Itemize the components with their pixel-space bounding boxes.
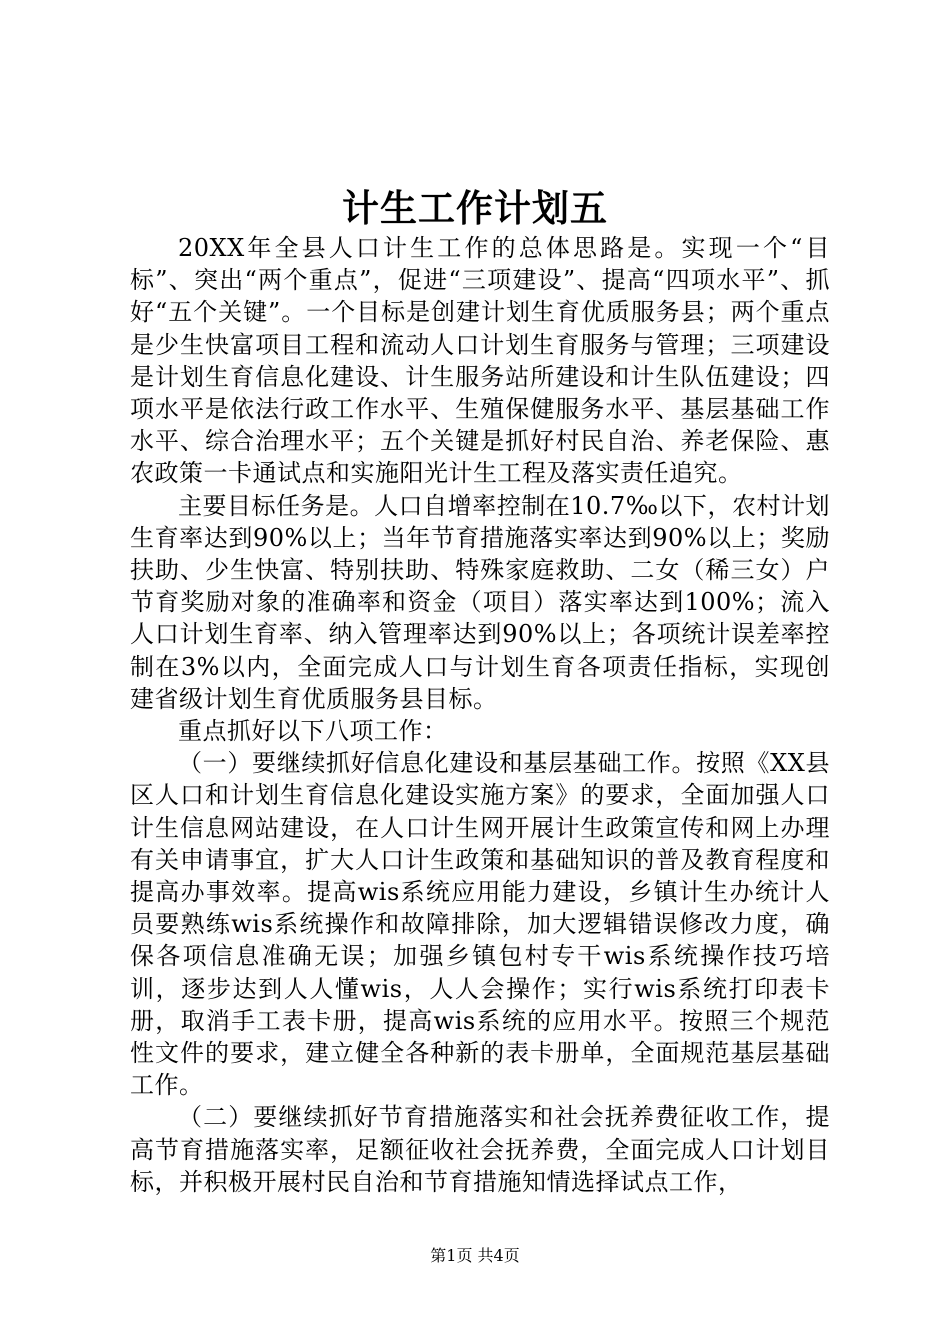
paragraph-eight-tasks-intro: 重点抓好以下八项工作： [178, 717, 448, 746]
paragraph-task-two: （二）要继续抓好节育措施落实和社会抚养费征收工作，提高节育措施落实率，足额征收社会抚养费，全面完成人口计划目标，并积极开展村民自治和节育措施知情选择试点工作， [130, 1103, 830, 1196]
paragraph-main-targets: 主要目标任务是。人口自增率控制在10.7‰以下，农村计划生育率达到90%以上；当年节育措施落实率达到90%以上；奖励扶助、少生快富、特别扶助、特殊家庭救助、二女（稀三女）户节育奖励对象的准确率和资金（项目）落实率达到100%；流入人口计划生育率、纳入管理率达到90%以上；各项统计误差率控制在3%以内，全面完成人口与计划生育各项责任指标，实现创建省级计划生育优质服务县目标。 [130, 491, 830, 713]
paragraph-task-one: （一）要继续抓好信息化建设和基层基础工作。按照《XX县区人口和计划生育信息化建设实施方案》的要求，全面加强人口计生信息网站建设，在人口计生网开展计生政策宣传和网上办理有关申请事宜，扩大人口计生政策和基础知识的普及教育程度和提高办事效率。提高wis系统应用能力建设，乡镇计生办统计人员要熟练wis系统操作和故障排除，加大逻辑错误修改力度，确保各项信息准确无误；加强乡镇包村专干wis系统操作技巧培训，逐步达到人人懂wis，人人会操作；实行wis系统打印表卡册，取消手工表卡册，提高wis系统的应用水平。按照三个规范性文件的要求，建立健全各种新的表卡册单，全面规范基层基础工作。 [130, 749, 830, 1100]
document-body [130, 232, 830, 1198]
page-footer: 第1页 共4页 [430, 1246, 520, 1265]
document-title: 计生工作计划五 [342, 186, 608, 230]
paragraph-overall-approach: 20XX年全县人口计生工作的总体思路是。实现一个“目标”、突出“两个重点”，促进“三项建设”、提高“四项水平”、抓好“五个关键”。一个目标是创建计划生育优质服务县；两个重点是少生快富项目工程和流动人口计划生育服务与管理；三项建设是计划生育信息化建设、计生服务站所建设和计生队伍建设；四项水平是依法行政工作水平、生殖保健服务水平、基层基础工作水平、综合治理水平；五个关键是抓好村民自治、养老保险、惠农政策一卡通试点和实施阳光计生工程及落实责任追究。 [130, 234, 830, 488]
